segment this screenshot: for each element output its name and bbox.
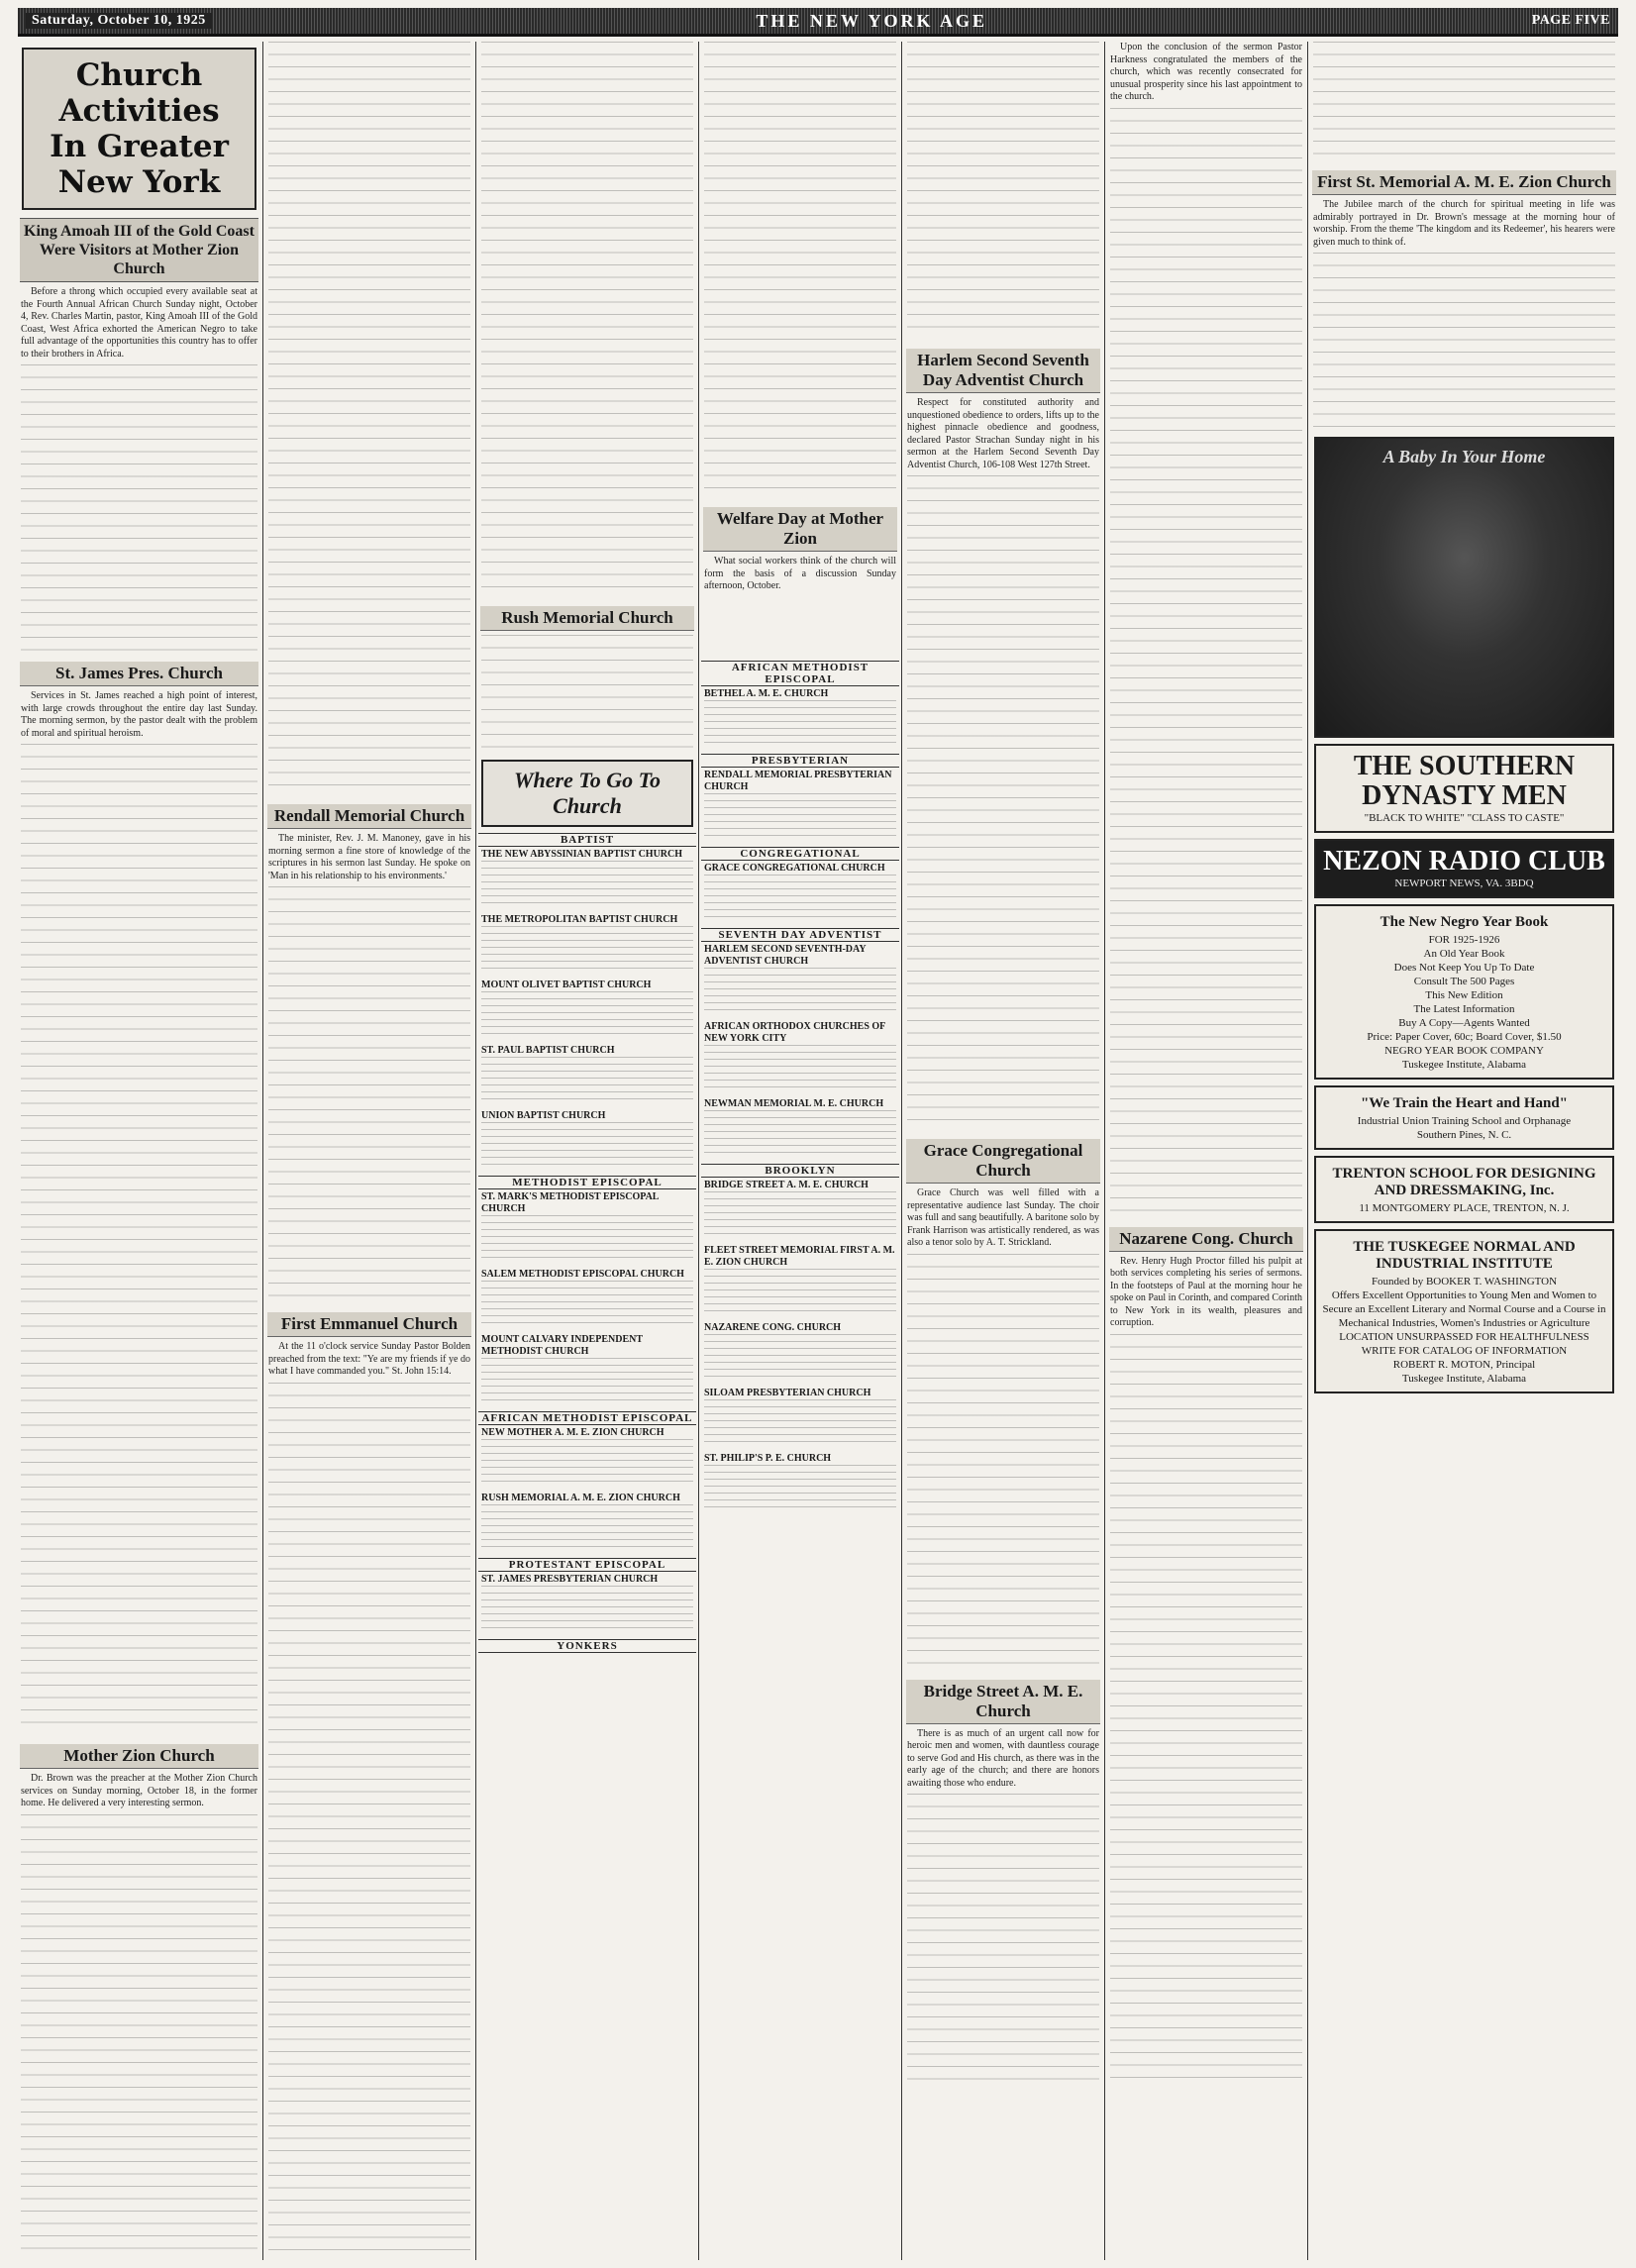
yearbook-line: The Latest Information bbox=[1413, 1003, 1515, 1015]
directory-entry: GRACE CONGREGATIONAL CHURCH bbox=[704, 863, 896, 922]
nezon-sub: NEWPORT NEWS, VA. 3BDQ bbox=[1394, 877, 1534, 889]
masthead bbox=[18, 8, 1618, 37]
yearbook-publisher: NEGRO YEAR BOOK COMPANY bbox=[1384, 1045, 1544, 1057]
lead-headline-box bbox=[22, 48, 256, 210]
section-first-emmanuel: First Emmanuel Church bbox=[267, 1312, 471, 1337]
directory-header-methodist: METHODIST EPISCOPAL bbox=[478, 1176, 696, 1189]
dynasty-sub: "BLACK TO WHITE" "CLASS TO CASTE" bbox=[1364, 812, 1565, 824]
column-2 bbox=[265, 42, 473, 2260]
lead-deck: King Amoah III of the Gold Coast Were Visitors at Mother Zion Church bbox=[20, 218, 258, 282]
trenton-title: TRENTON SCHOOL FOR DESIGNING AND DRESSMAKING, Inc. bbox=[1332, 1166, 1596, 1198]
rush-body-text bbox=[478, 635, 696, 754]
directory-entry: SALEM METHODIST EPISCOPAL CHURCH bbox=[481, 1269, 693, 1328]
directory-entry: NEWMAN MEMORIAL M. E. CHURCH bbox=[704, 1098, 896, 1158]
directory-entry: HARLEM SECOND SEVENTH-DAY ADVENTIST CHURCH bbox=[704, 944, 896, 1015]
rendall-paragraph: The minister, Rev. J. M. Manoney, gave in his morning sermon a fine store of knowledge of the scriptures in his sermon last Sunday. He spoke on 'Man in his relationship to his environments.' bbox=[268, 833, 470, 881]
directory-entry: ST. MARK'S METHODIST EPISCOPAL CHURCH bbox=[481, 1191, 693, 1263]
paper-title: THE NEW YORK AGE bbox=[756, 10, 987, 31]
st-james-paragraph: Services in St. James reached a high point of interest, with large crowds throughout the entire day last Sunday. The morning sermon, by the pastor dealt with the problem of moral and spiritual heroism. bbox=[21, 690, 257, 739]
directory-entry: FLEET STREET MEMORIAL FIRST A. M. E. ZION CHURCH bbox=[704, 1245, 896, 1316]
directory-entry: RUSH MEMORIAL A. M. E. ZION CHURCH bbox=[481, 1493, 693, 1552]
lead-title-line2: In Greater New York bbox=[50, 129, 229, 200]
harlem-sda-body-text bbox=[904, 475, 1102, 1129]
first-emmanuel-body-text bbox=[265, 1383, 473, 2254]
directory-entry: THE METROPOLITAN BAPTIST CHURCH bbox=[481, 914, 693, 974]
lead-paragraph: Before a throng which occupied every available seat at the Fourth Annual African Church Sunday night, October 4, Rev. Charles Martin, pastor, King Amoah III of the Gold Coast, West Africa exhorted the American Negro to take full advantage of the opportunities this country has to offer to their brothers in Africa. bbox=[21, 286, 257, 360]
directory-entry: NAZARENE CONG. CHURCH bbox=[704, 1322, 896, 1382]
yearbook-price: Price: Paper Cover, 60c; Board Cover, $1.50 bbox=[1367, 1031, 1562, 1043]
grace-body-text bbox=[904, 1254, 1102, 1670]
section-nazarene: Nazarene Cong. Church bbox=[1109, 1227, 1303, 1252]
yearbook-ad bbox=[1314, 904, 1614, 1080]
directory-entry: ST. PAUL BAPTIST CHURCH bbox=[481, 1045, 693, 1104]
trenton-address: 11 MONTGOMERY PLACE, TRENTON, N. J. bbox=[1359, 1202, 1570, 1214]
section-grace: Grace Congregational Church bbox=[906, 1139, 1100, 1184]
directory-header-ame: AFRICAN METHODIST EPISCOPAL bbox=[478, 1411, 696, 1425]
column-6-paragraph: Upon the conclusion of the sermon Pastor Harkness congratulated the members of the church, which was recently consecrated for unusual prosperity since his last appointment to the church. bbox=[1110, 42, 1302, 102]
tuskegee-ad bbox=[1314, 1229, 1614, 1393]
nezon-ad bbox=[1314, 839, 1614, 898]
yearbook-place: Tuskegee Institute, Alabama bbox=[1401, 1059, 1527, 1071]
section-harlem-sda: Harlem Second Seventh Day Adventist Church bbox=[906, 349, 1100, 393]
section-rush-memorial: Rush Memorial Church bbox=[480, 606, 694, 631]
rendall-body-text bbox=[265, 886, 473, 1302]
lead-body-text bbox=[18, 364, 260, 652]
directory-entry: THE NEW ABYSSINIAN BAPTIST CHURCH bbox=[481, 849, 693, 908]
tuskegee-place: Tuskegee Institute, Alabama bbox=[1401, 1373, 1527, 1385]
column-2-body-text bbox=[265, 42, 473, 794]
column-5-body-text bbox=[904, 42, 1102, 339]
page-columns bbox=[18, 42, 1618, 2260]
directory-entry: UNION BAPTIST CHURCH bbox=[481, 1110, 693, 1170]
tuskegee-offer: Offers Excellent Opportunities to Young Men and Women to Secure an Excellent Literary and Normal Course and a Course in Mechanical Industries, Women's Industries or Agriculture bbox=[1322, 1289, 1606, 1329]
directory-entry: AFRICAN ORTHODOX CHURCHES OF NEW YORK CITY bbox=[704, 1021, 896, 1092]
section-mother-zion: Mother Zion Church bbox=[20, 1744, 258, 1769]
yearbook-line: An Old Year Book bbox=[1423, 948, 1505, 960]
dynasty-title: THE SOUTHERN DYNASTY MEN bbox=[1353, 751, 1576, 811]
section-st-james: St. James Pres. Church bbox=[20, 662, 258, 686]
column-7-body-text bbox=[1310, 42, 1618, 160]
harlem-sda-paragraph: Respect for constituted authority and unquestioned obedience to orders, lifts up to the highest pinnacle obedience and goodness, declared Pastor Strachan Sunday night in his sermon at the Harlem Second Seventh Day Adventist Church, 106-108 West 127th Street. bbox=[907, 397, 1099, 470]
st-james-body-text bbox=[18, 744, 260, 1734]
nezon-title: NEZON RADIO CLUB bbox=[1323, 846, 1605, 876]
directory-entry: MOUNT CALVARY INDEPENDENT METHODIST CHURCH bbox=[481, 1334, 693, 1405]
nazarene-body-text bbox=[1107, 1334, 1305, 2087]
directory-header-protestant: PROTESTANT EPISCOPAL bbox=[478, 1558, 696, 1572]
directory-header-yonkers: YONKERS bbox=[478, 1639, 696, 1653]
industrial-title: Industrial Union Training School and Orphanage bbox=[1357, 1115, 1572, 1127]
welfare-paragraph: What social workers think of the church will form the basis of a discussion Sunday afternoon, October. bbox=[704, 556, 896, 591]
directory-title: Where To Go To Church bbox=[481, 760, 693, 827]
tuskegee-write: WRITE FOR CATALOG OF INFORMATION bbox=[1361, 1345, 1568, 1357]
directory-header-ame-2: AFRICAN METHODIST EPISCOPAL bbox=[701, 661, 899, 686]
mother-zion-body-text bbox=[18, 1814, 260, 2261]
section-welfare-day: Welfare Day at Mother Zion bbox=[703, 507, 897, 552]
newspaper-page bbox=[18, 8, 1618, 2260]
trenton-ad bbox=[1314, 1156, 1614, 1223]
column-4-body-text bbox=[701, 42, 899, 497]
section-bridge-street: Bridge Street A. M. E. Church bbox=[906, 1680, 1100, 1724]
first-emmanuel-paragraph: At the 11 o'clock service Sunday Pastor Bolden preached from the text: "Ye are my friends if ye do what I have commanded you." St. John 15:14. bbox=[268, 1341, 470, 1377]
directory-header-presbyterian: PRESBYTERIAN bbox=[701, 754, 899, 768]
industrial-ad bbox=[1314, 1085, 1614, 1150]
yearbook-line: Does Not Keep You Up To Date bbox=[1393, 962, 1535, 974]
column-4 bbox=[701, 42, 899, 2260]
directory-header-brooklyn: BROOKLYN bbox=[701, 1164, 899, 1178]
directory-entry: RENDALL MEMORIAL PRESBYTERIAN CHURCH bbox=[704, 770, 896, 841]
yearbook-line: Buy A Copy—Agents Wanted bbox=[1398, 1017, 1530, 1029]
industrial-head: "We Train the Heart and Hand" bbox=[1360, 1095, 1569, 1111]
yearbook-years: FOR 1925-1926 bbox=[1428, 934, 1500, 946]
column-3-body-text bbox=[478, 42, 696, 596]
yearbook-line: This New Edition bbox=[1425, 989, 1503, 1001]
tuskegee-location: LOCATION UNSURPASSED FOR HEALTHFULNESS bbox=[1339, 1331, 1589, 1343]
directory-header-baptist: BAPTIST bbox=[478, 833, 696, 847]
bridge-paragraph: There is as much of an urgent call now for heroic men and women, with dauntless courage to serve God and His church, as there was in the early age of the church; and there are honors awaiting those who endure. bbox=[907, 1727, 1099, 1789]
directory-entry: ST. PHILIP'S P. E. CHURCH bbox=[704, 1453, 896, 1512]
baby-photo bbox=[1314, 437, 1614, 738]
section-first-st-memorial: First St. Memorial A. M. E. Zion Church bbox=[1312, 170, 1616, 195]
directory-entry: BRIDGE STREET A. M. E. CHURCH bbox=[704, 1180, 896, 1239]
bridge-body-text bbox=[904, 1794, 1102, 2091]
column-5 bbox=[904, 42, 1102, 2260]
directory-entry: SILOAM PRESBYTERIAN CHURCH bbox=[704, 1388, 896, 1447]
column-1 bbox=[18, 42, 260, 2260]
page-number: PAGE FIVE bbox=[1531, 13, 1610, 28]
directory-entry: BETHEL A. M. E. CHURCH bbox=[704, 688, 896, 748]
directory-entry: ST. JAMES PRESBYTERIAN CHURCH bbox=[481, 1574, 693, 1633]
directory-entry: NEW MOTHER A. M. E. ZION CHURCH bbox=[481, 1427, 693, 1487]
issue-date: Saturday, October 10, 1925 bbox=[26, 13, 212, 29]
directory-header-congregational: CONGREGATIONAL bbox=[701, 847, 899, 861]
tuskegee-title: THE TUSKEGEE NORMAL AND INDUSTRIAL INSTITUTE bbox=[1353, 1239, 1576, 1272]
directory-header-sda: SEVENTH DAY ADVENTIST bbox=[701, 928, 899, 942]
grace-paragraph: Grace Church was well filled with a representative audience last Sunday. The choir was full and sang beautifully. A baritone solo by Frank Harrison was artistically rendered, as was also a tenor solo by A. T. Strickland. bbox=[907, 1187, 1099, 1248]
first-st-paragraph: The Jubilee march of the church for spiritual meeting in life was admirably portrayed in Dr. Brown's message at the morning hour of worship. From the theme 'The kingdom and its Redeemer', his hearers were given much to think of. bbox=[1313, 199, 1615, 248]
lead-title-line1: Church Activities bbox=[58, 57, 220, 129]
dynasty-ad bbox=[1314, 744, 1614, 833]
directory-entry: MOUNT OLIVET BAPTIST CHURCH bbox=[481, 979, 693, 1039]
column-6 bbox=[1107, 42, 1305, 2260]
mother-zion-paragraph: Dr. Brown was the preacher at the Mother Zion Church services on Sunday morning, October 18, in the former home. He delivered a very interesting sermon. bbox=[21, 1773, 257, 1808]
yearbook-line: Consult The 500 Pages bbox=[1413, 976, 1515, 987]
nazarene-paragraph: Rev. Henry Hugh Proctor filled his pulpit at both services completing his series of sermons. In the footsteps of Paul at the morning hour he spoke on Paul in Corinth, and compared Corinth to New York in its wealth, pleasures and corruption. bbox=[1110, 1255, 1302, 1328]
column-6-body-text bbox=[1107, 108, 1305, 1217]
first-st-body-text bbox=[1310, 253, 1618, 431]
industrial-place: Southern Pines, N. C. bbox=[1416, 1129, 1512, 1141]
section-rendall: Rendall Memorial Church bbox=[267, 804, 471, 829]
photo-caption: A Baby In Your Home bbox=[1382, 447, 1546, 466]
tuskegee-principal: ROBERT R. MOTON, Principal bbox=[1392, 1359, 1536, 1371]
column-7 bbox=[1310, 42, 1618, 2260]
tuskegee-founded: Founded by BOOKER T. WASHINGTON bbox=[1371, 1276, 1558, 1288]
yearbook-title: The New Negro Year Book bbox=[1380, 914, 1549, 930]
column-3 bbox=[478, 42, 696, 2260]
